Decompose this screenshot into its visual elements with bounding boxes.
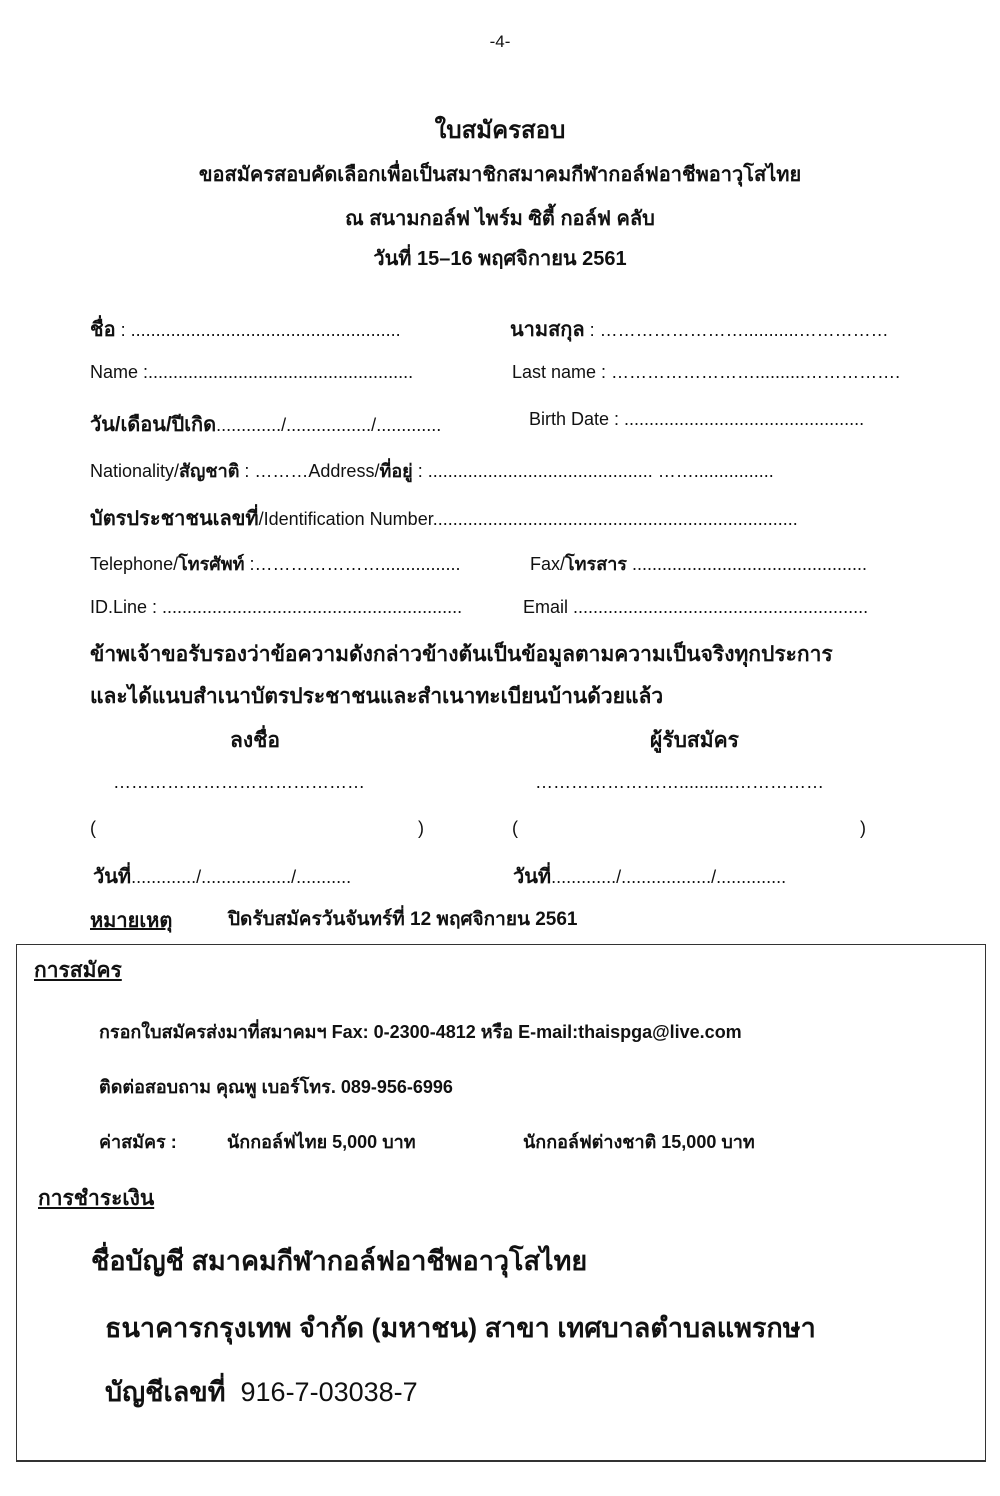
application-fee-foreign: นักกอล์ฟต่างชาติ 15,000 บาท bbox=[523, 1132, 755, 1152]
receiver-date-blank: ............./................../.............. bbox=[551, 867, 787, 887]
applicant-signature-line[interactable]: …………………………………… bbox=[113, 772, 365, 792]
telephone-field[interactable] bbox=[90, 549, 460, 578]
name-en-field[interactable]: Name :..................................................... bbox=[90, 362, 414, 382]
receiver-paren-close: ) bbox=[860, 818, 866, 838]
telephone-blank: :…………………................ bbox=[244, 554, 461, 574]
fax-label-th: โทรสาร bbox=[565, 554, 627, 574]
birth-date-th-field[interactable] bbox=[90, 408, 441, 440]
applicant-date-blank: ............./................../........... bbox=[131, 867, 352, 887]
id-number-label-en: /Identification Number bbox=[258, 509, 433, 529]
application-fee-label: ค่าสมัคร : bbox=[99, 1132, 177, 1152]
fax-label-en: Fax/ bbox=[530, 554, 566, 574]
id-line-field[interactable]: ID.Line : ............................................................ bbox=[90, 597, 463, 617]
address-label-th: ที่อยู่ bbox=[379, 461, 413, 481]
receiver-date-label: วันที่ bbox=[513, 866, 552, 888]
birth-date-th-label: วัน/เดือน/ปีเกิด bbox=[90, 414, 217, 436]
applicant-date-label: วันที่ bbox=[93, 866, 132, 888]
address-blank: : ............................................. ……................ bbox=[412, 461, 774, 481]
applicant-paren-close: ) bbox=[418, 818, 424, 838]
info-box bbox=[16, 944, 986, 1462]
first-name-th-blank: : ...................................................... bbox=[115, 320, 401, 340]
nationality-address-field[interactable] bbox=[90, 456, 774, 485]
declaration-line-1: ข้าพเจ้าขอรับรองว่าข้อความดังกล่าวข้างต้นเป็นข้อมูลตามความเป็นจริงทุกประการ bbox=[90, 643, 833, 666]
account-name: ชื่อบัญชี สมาคมกีฬากอล์ฟอาชีพอาวุโสไทย bbox=[91, 1246, 588, 1276]
last-name-en-field[interactable]: Last name : ……………………..........……………. bbox=[512, 362, 901, 382]
receiver-signature-line[interactable]: ……………………...........…………… bbox=[535, 772, 825, 792]
note-label: หมายเหตุ bbox=[90, 910, 173, 932]
birth-date-en-field[interactable]: Birth Date : ................................................ bbox=[529, 409, 865, 429]
birth-date-th-blank: ............./................./............. bbox=[216, 415, 442, 435]
fax-blank: ............................................... bbox=[626, 554, 868, 574]
nationality-blank: : ……… bbox=[239, 461, 309, 481]
id-number-label-th: บัตรประชาชนเลขที่ bbox=[90, 508, 259, 530]
nationality-label-en: Nationality/ bbox=[90, 461, 180, 481]
application-contact-text: ติดต่อสอบถาม คุณพู เบอร์โทร. 089-956-6996 bbox=[99, 1077, 453, 1097]
form-title: ใบสมัครสอบ bbox=[434, 117, 566, 144]
note bbox=[90, 904, 172, 936]
note-text: ปิดรับสมัครวันจันทร์ที่ 12 พฤศจิกายน 2561 bbox=[228, 909, 578, 930]
application-heading: การสมัคร bbox=[34, 959, 122, 982]
applicant-sign-label: ลงชื่อ bbox=[230, 729, 280, 752]
payment-heading: การชำระเงิน bbox=[38, 1187, 155, 1210]
account-number: 916-7-03038-7 bbox=[240, 1377, 418, 1407]
nationality-label-th: สัญชาติ bbox=[179, 461, 240, 481]
receiver-paren-open: ( bbox=[512, 818, 518, 838]
event-date: วันที่ 15–16 พฤศจิกายน 2561 bbox=[373, 248, 627, 270]
first-name-th-field[interactable] bbox=[90, 313, 401, 345]
first-name-th-label: ชื่อ bbox=[90, 319, 116, 341]
fax-field[interactable] bbox=[530, 549, 867, 578]
applicant-date-field[interactable] bbox=[93, 860, 351, 892]
last-name-th-blank: : ……………………...........…………… bbox=[584, 320, 889, 340]
id-number-field[interactable] bbox=[90, 502, 798, 534]
applicant-paren-open: ( bbox=[90, 818, 96, 838]
telephone-label-th: โทรศัพท์ bbox=[178, 554, 245, 574]
application-submit-text: กรอกใบสมัครส่งมาที่สมาคมฯ Fax: 0-2300-4812 หรือ E-mail:thaispga@live.com bbox=[99, 1022, 742, 1042]
receiver-sign-label: ผู้รับสมัคร bbox=[650, 729, 739, 752]
receiver-date-field[interactable] bbox=[513, 860, 786, 892]
declaration-line-2: และได้แนบสำเนาบัตรประชาชนและสำเนาทะเบียนบ้านด้วยแล้ว bbox=[90, 685, 664, 708]
bank-branch: ธนาคารกรุงเทพ จำกัด (มหาชน) สาขา เทศบาลตำบลแพรกษา bbox=[105, 1313, 816, 1343]
venue: ณ สนามกอล์ฟ ไพร์ม ซิตี้ กอล์ฟ คลับ bbox=[345, 208, 655, 230]
account-number-row bbox=[105, 1370, 418, 1413]
last-name-th-label: นามสกุล bbox=[510, 319, 585, 341]
last-name-th-field[interactable] bbox=[510, 313, 889, 345]
email-field[interactable]: Email ........................................................... bbox=[523, 597, 869, 617]
form-subtitle: ขอสมัครสอบคัดเลือกเพื่อเป็นสมาชิกสมาคมกีฬากอล์ฟอาชีพอาวุโสไทย bbox=[198, 164, 802, 186]
account-number-label: บัญชีเลขที่ bbox=[105, 1377, 226, 1407]
id-number-blank: ......................................................................... bbox=[432, 509, 798, 529]
address-label-en: Address/ bbox=[308, 461, 380, 481]
page-number: -4- bbox=[489, 32, 511, 51]
application-fee-thai: นักกอล์ฟไทย 5,000 บาท bbox=[227, 1132, 416, 1152]
telephone-label-en: Telephone/ bbox=[90, 554, 179, 574]
